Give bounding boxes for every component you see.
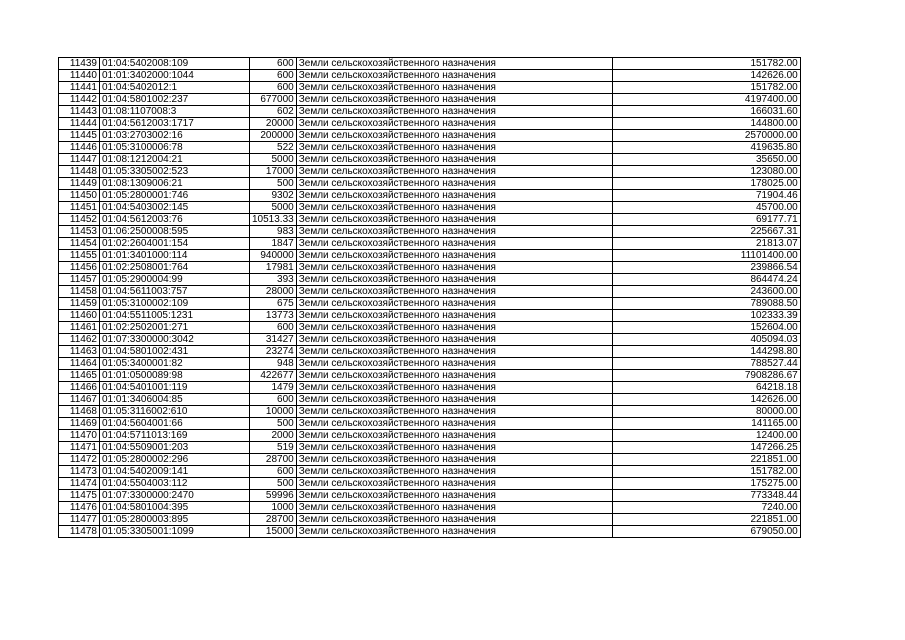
land-category-cell: Земли сельскохозяйственного назначения: [296, 502, 612, 514]
row-number-cell: 11459: [59, 298, 100, 310]
row-number-cell: 11441: [59, 82, 100, 94]
area-cell: 600: [250, 58, 297, 70]
table-row: [59, 346, 801, 358]
land-category-cell: Земли сельскохозяйственного назначения: [296, 250, 612, 262]
cadastral-value-cell: 71904.46: [612, 190, 800, 202]
row-number-cell: 11443: [59, 106, 100, 118]
cadastral-value-cell: 239866.54: [612, 262, 800, 274]
row-number-cell: 11477: [59, 514, 100, 526]
land-category-cell: Земли сельскохозяйственного назначения: [296, 430, 612, 442]
area-cell: 28000: [250, 286, 297, 298]
row-number-cell: 11464: [59, 358, 100, 370]
cadastral-number-cell: 01:01:3406004:85: [100, 394, 250, 406]
cadastral-number-cell: 01:04:5402008:109: [100, 58, 250, 70]
cadastral-value-cell: 151782.00: [612, 58, 800, 70]
land-category-cell: Земли сельскохозяйственного назначения: [296, 478, 612, 490]
cadastral-value-cell: 142626.00: [612, 394, 800, 406]
area-cell: 15000: [250, 526, 297, 538]
area-cell: 677000: [250, 94, 297, 106]
cadastral-number-cell: 01:04:5402009:141: [100, 466, 250, 478]
row-number-cell: 11461: [59, 322, 100, 334]
cadastral-value-cell: 789088.50: [612, 298, 800, 310]
table-row: [59, 274, 801, 286]
row-number-cell: 11478: [59, 526, 100, 538]
table-row: [59, 370, 801, 382]
area-cell: 1479: [250, 382, 297, 394]
area-cell: 23274: [250, 346, 297, 358]
table-row: [59, 418, 801, 430]
area-cell: 17981: [250, 262, 297, 274]
table-row: [59, 154, 801, 166]
cadastral-value-cell: 405094.03: [612, 334, 800, 346]
area-cell: 10000: [250, 406, 297, 418]
area-cell: 2000: [250, 430, 297, 442]
cadastral-value-cell: 141165.00: [612, 418, 800, 430]
table-row: [59, 490, 801, 502]
row-number-cell: 11473: [59, 466, 100, 478]
row-number-cell: 11467: [59, 394, 100, 406]
cadastral-number-cell: 01:02:2604001:154: [100, 238, 250, 250]
land-category-cell: Земли сельскохозяйственного назначения: [296, 370, 612, 382]
table-row: [59, 262, 801, 274]
row-number-cell: 11475: [59, 490, 100, 502]
row-number-cell: 11450: [59, 190, 100, 202]
area-cell: 600: [250, 466, 297, 478]
cadastral-number-cell: 01:04:5801004:395: [100, 502, 250, 514]
area-cell: 940000: [250, 250, 297, 262]
table-row: [59, 430, 801, 442]
row-number-cell: 11439: [59, 58, 100, 70]
cadastral-number-cell: 01:05:2800002:296: [100, 454, 250, 466]
table-row: [59, 142, 801, 154]
land-category-cell: Земли сельскохозяйственного назначения: [296, 106, 612, 118]
area-cell: 522: [250, 142, 297, 154]
area-cell: 602: [250, 106, 297, 118]
land-category-cell: Земли сельскохозяйственного назначения: [296, 322, 612, 334]
row-number-cell: 11471: [59, 442, 100, 454]
land-category-cell: Земли сельскохозяйственного назначения: [296, 130, 612, 142]
cadastral-number-cell: 01:05:3116002:610: [100, 406, 250, 418]
table-row: [59, 94, 801, 106]
cadastral-value-cell: 144298.80: [612, 346, 800, 358]
row-number-cell: 11463: [59, 346, 100, 358]
table-row: [59, 310, 801, 322]
row-number-cell: 11458: [59, 286, 100, 298]
land-category-cell: Земли сельскохозяйственного назначения: [296, 334, 612, 346]
row-number-cell: 11470: [59, 430, 100, 442]
row-number-cell: 11468: [59, 406, 100, 418]
row-number-cell: 11460: [59, 310, 100, 322]
cadastral-number-cell: 01:07:3300000:3042: [100, 334, 250, 346]
land-category-cell: Земли сельскохозяйственного назначения: [296, 298, 612, 310]
table-row: [59, 106, 801, 118]
row-number-cell: 11452: [59, 214, 100, 226]
cadastral-value-cell: 788527.44: [612, 358, 800, 370]
area-cell: 20000: [250, 118, 297, 130]
cadastral-value-cell: 45700.00: [612, 202, 800, 214]
land-category-cell: Земли сельскохозяйственного назначения: [296, 190, 612, 202]
row-number-cell: 11448: [59, 166, 100, 178]
cadastral-value-cell: 69177.71: [612, 214, 800, 226]
cadastral-value-cell: 225667.31: [612, 226, 800, 238]
area-cell: 9302: [250, 190, 297, 202]
area-cell: 17000: [250, 166, 297, 178]
land-category-cell: Земли сельскохозяйственного назначения: [296, 274, 612, 286]
area-cell: 600: [250, 82, 297, 94]
cadastral-value-cell: 64218.18: [612, 382, 800, 394]
cadastral-value-cell: 221851.00: [612, 514, 800, 526]
area-cell: 59996: [250, 490, 297, 502]
cadastral-number-cell: 01:08:1107008:3: [100, 106, 250, 118]
area-cell: 500: [250, 178, 297, 190]
land-category-cell: Земли сельскохозяйственного назначения: [296, 490, 612, 502]
cadastral-number-cell: 01:05:3100002:109: [100, 298, 250, 310]
table-row: [59, 166, 801, 178]
cadastral-number-cell: 01:05:3100006:78: [100, 142, 250, 154]
row-number-cell: 11457: [59, 274, 100, 286]
land-category-cell: Земли сельскохозяйственного назначения: [296, 394, 612, 406]
cadastral-value-cell: 2570000.00: [612, 130, 800, 142]
area-cell: 393: [250, 274, 297, 286]
area-cell: 1847: [250, 238, 297, 250]
cadastral-number-cell: 01:05:2800001:746: [100, 190, 250, 202]
table-row: [59, 502, 801, 514]
table-row: [59, 358, 801, 370]
row-number-cell: 11446: [59, 142, 100, 154]
cadastral-value-cell: 102333.39: [612, 310, 800, 322]
table-row: [59, 478, 801, 490]
cadastral-value-cell: 144800.00: [612, 118, 800, 130]
cadastral-value-cell: 123080.00: [612, 166, 800, 178]
table-row: [59, 130, 801, 142]
land-category-cell: Земли сельскохозяйственного назначения: [296, 154, 612, 166]
land-category-cell: Земли сельскохозяйственного назначения: [296, 382, 612, 394]
cadastral-value-cell: 147266.25: [612, 442, 800, 454]
cadastral-number-cell: 01:04:5801002:237: [100, 94, 250, 106]
area-cell: 13773: [250, 310, 297, 322]
table-row: [59, 202, 801, 214]
land-category-cell: Земли сельскохозяйственного назначения: [296, 94, 612, 106]
cadastral-number-cell: 01:04:5401001:119: [100, 382, 250, 394]
cadastral-number-cell: 01:04:5801002:431: [100, 346, 250, 358]
area-cell: 28700: [250, 454, 297, 466]
table-row: [59, 322, 801, 334]
table-row: [59, 334, 801, 346]
table-row: [59, 250, 801, 262]
cadastral-value-cell: 35650.00: [612, 154, 800, 166]
cadastral-number-cell: 01:06:2500008:595: [100, 226, 250, 238]
table-row: [59, 238, 801, 250]
land-category-cell: Земли сельскохозяйственного назначения: [296, 82, 612, 94]
land-category-cell: Земли сельскохозяйственного назначения: [296, 418, 612, 430]
cadastral-value-cell: 864474.24: [612, 274, 800, 286]
table-row: [59, 70, 801, 82]
table-row: [59, 286, 801, 298]
land-category-cell: Земли сельскохозяйственного назначения: [296, 406, 612, 418]
area-cell: 500: [250, 478, 297, 490]
cadastral-number-cell: 01:08:1212004:21: [100, 154, 250, 166]
cadastral-value-cell: 243600.00: [612, 286, 800, 298]
cadastral-value-cell: 7240.00: [612, 502, 800, 514]
row-number-cell: 11474: [59, 478, 100, 490]
table-row: [59, 442, 801, 454]
cadastral-number-cell: 01:07:3300000:2470: [100, 490, 250, 502]
land-category-cell: Земли сельскохозяйственного назначения: [296, 166, 612, 178]
area-cell: 5000: [250, 154, 297, 166]
land-category-cell: Земли сельскохозяйственного назначения: [296, 442, 612, 454]
row-number-cell: 11440: [59, 70, 100, 82]
cadastral-value-cell: 221851.00: [612, 454, 800, 466]
row-number-cell: 11453: [59, 226, 100, 238]
row-number-cell: 11462: [59, 334, 100, 346]
cadastral-number-cell: 01:01:3401000:114: [100, 250, 250, 262]
land-category-cell: Земли сельскохозяйственного назначения: [296, 238, 612, 250]
cadastral-value-cell: 175275.00: [612, 478, 800, 490]
area-cell: 519: [250, 442, 297, 454]
area-cell: 10513.33: [250, 214, 297, 226]
row-number-cell: 11456: [59, 262, 100, 274]
area-cell: 31427: [250, 334, 297, 346]
land-category-cell: Земли сельскохозяйственного назначения: [296, 178, 612, 190]
area-cell: 948: [250, 358, 297, 370]
cadastral-number-cell: 01:04:5711013:169: [100, 430, 250, 442]
table-body: [59, 58, 801, 538]
table-row: [59, 118, 801, 130]
table-row: [59, 466, 801, 478]
cadastral-number-cell: 01:04:5509001:203: [100, 442, 250, 454]
cadastral-value-cell: 142626.00: [612, 70, 800, 82]
table-row: [59, 382, 801, 394]
cadastral-number-cell: 01:04:5612003:1717: [100, 118, 250, 130]
row-number-cell: 11455: [59, 250, 100, 262]
land-category-cell: Земли сельскохозяйственного назначения: [296, 286, 612, 298]
cadastral-number-cell: 01:05:2800003:895: [100, 514, 250, 526]
cadastral-value-cell: 21813.07: [612, 238, 800, 250]
land-category-cell: Земли сельскохозяйственного назначения: [296, 514, 612, 526]
row-number-cell: 11454: [59, 238, 100, 250]
row-number-cell: 11466: [59, 382, 100, 394]
land-category-cell: Земли сельскохозяйственного назначения: [296, 142, 612, 154]
land-category-cell: Земли сельскохозяйственного назначения: [296, 226, 612, 238]
cadastral-value-cell: 4197400.00: [612, 94, 800, 106]
area-cell: 28700: [250, 514, 297, 526]
area-cell: 5000: [250, 202, 297, 214]
table-row: [59, 178, 801, 190]
row-number-cell: 11449: [59, 178, 100, 190]
land-category-cell: Земли сельскохозяйственного назначения: [296, 310, 612, 322]
cadastral-number-cell: 01:04:5504003:112: [100, 478, 250, 490]
table-row: [59, 214, 801, 226]
cadastral-number-cell: 01:03:2703002:16: [100, 130, 250, 142]
cadastral-value-cell: 151782.00: [612, 82, 800, 94]
cadastral-table: [58, 57, 801, 538]
row-number-cell: 11472: [59, 454, 100, 466]
cadastral-number-cell: 01:04:5402012:1: [100, 82, 250, 94]
cadastral-number-cell: 01:04:5403002:145: [100, 202, 250, 214]
cadastral-value-cell: 166031.60: [612, 106, 800, 118]
land-category-cell: Земли сельскохозяйственного назначения: [296, 454, 612, 466]
cadastral-number-cell: 01:02:2508001:764: [100, 262, 250, 274]
cadastral-value-cell: 679050.00: [612, 526, 800, 538]
cadastral-value-cell: 152604.00: [612, 322, 800, 334]
cadastral-value-cell: 7908286.67: [612, 370, 800, 382]
table-row: [59, 298, 801, 310]
area-cell: 1000: [250, 502, 297, 514]
row-number-cell: 11442: [59, 94, 100, 106]
cadastral-value-cell: 12400.00: [612, 430, 800, 442]
land-category-cell: Земли сельскохозяйственного назначения: [296, 118, 612, 130]
area-cell: 675: [250, 298, 297, 310]
cadastral-value-cell: 419635.80: [612, 142, 800, 154]
area-cell: 600: [250, 70, 297, 82]
cadastral-number-cell: 01:04:5511005:1231: [100, 310, 250, 322]
row-number-cell: 11451: [59, 202, 100, 214]
table-row: [59, 406, 801, 418]
area-cell: 200000: [250, 130, 297, 142]
land-category-cell: Земли сельскохозяйственного назначения: [296, 346, 612, 358]
cadastral-value-cell: 11101400.00: [612, 250, 800, 262]
cadastral-number-cell: 01:04:5611003:757: [100, 286, 250, 298]
land-category-cell: Земли сельскохозяйственного назначения: [296, 214, 612, 226]
row-number-cell: 11445: [59, 130, 100, 142]
table-row: [59, 58, 801, 70]
land-category-cell: Земли сельскохозяйственного назначения: [296, 358, 612, 370]
cadastral-value-cell: 773348.44: [612, 490, 800, 502]
table-row: [59, 526, 801, 538]
cadastral-number-cell: 01:05:2900004:99: [100, 274, 250, 286]
cadastral-value-cell: 178025.00: [612, 178, 800, 190]
cadastral-value-cell: 151782.00: [612, 466, 800, 478]
land-category-cell: Земли сельскохозяйственного назначения: [296, 58, 612, 70]
table-row: [59, 394, 801, 406]
cadastral-number-cell: 01:04:5604001:66: [100, 418, 250, 430]
land-category-cell: Земли сельскохозяйственного назначения: [296, 70, 612, 82]
row-number-cell: 11476: [59, 502, 100, 514]
table-row: [59, 190, 801, 202]
area-cell: 600: [250, 394, 297, 406]
table-row: [59, 226, 801, 238]
land-category-cell: Земли сельскохозяйственного назначения: [296, 202, 612, 214]
land-category-cell: Земли сельскохозяйственного назначения: [296, 526, 612, 538]
row-number-cell: 11447: [59, 154, 100, 166]
table-row: [59, 82, 801, 94]
table-row: [59, 454, 801, 466]
cadastral-number-cell: 01:01:3402000:1044: [100, 70, 250, 82]
cadastral-value-cell: 80000.00: [612, 406, 800, 418]
land-category-cell: Земли сельскохозяйственного назначения: [296, 466, 612, 478]
area-cell: 500: [250, 418, 297, 430]
cadastral-number-cell: 01:04:5612003:76: [100, 214, 250, 226]
row-number-cell: 11444: [59, 118, 100, 130]
area-cell: 983: [250, 226, 297, 238]
row-number-cell: 11465: [59, 370, 100, 382]
cadastral-number-cell: 01:05:3305002:523: [100, 166, 250, 178]
table-row: [59, 514, 801, 526]
area-cell: 422677: [250, 370, 297, 382]
land-category-cell: Земли сельскохозяйственного назначения: [296, 262, 612, 274]
row-number-cell: 11469: [59, 418, 100, 430]
cadastral-number-cell: 01:02:2502001:271: [100, 322, 250, 334]
area-cell: 600: [250, 322, 297, 334]
cadastral-number-cell: 01:05:3305001:1099: [100, 526, 250, 538]
cadastral-number-cell: 01:01:0500089:98: [100, 370, 250, 382]
cadastral-number-cell: 01:08:1309006:21: [100, 178, 250, 190]
cadastral-number-cell: 01:05:3400001:82: [100, 358, 250, 370]
